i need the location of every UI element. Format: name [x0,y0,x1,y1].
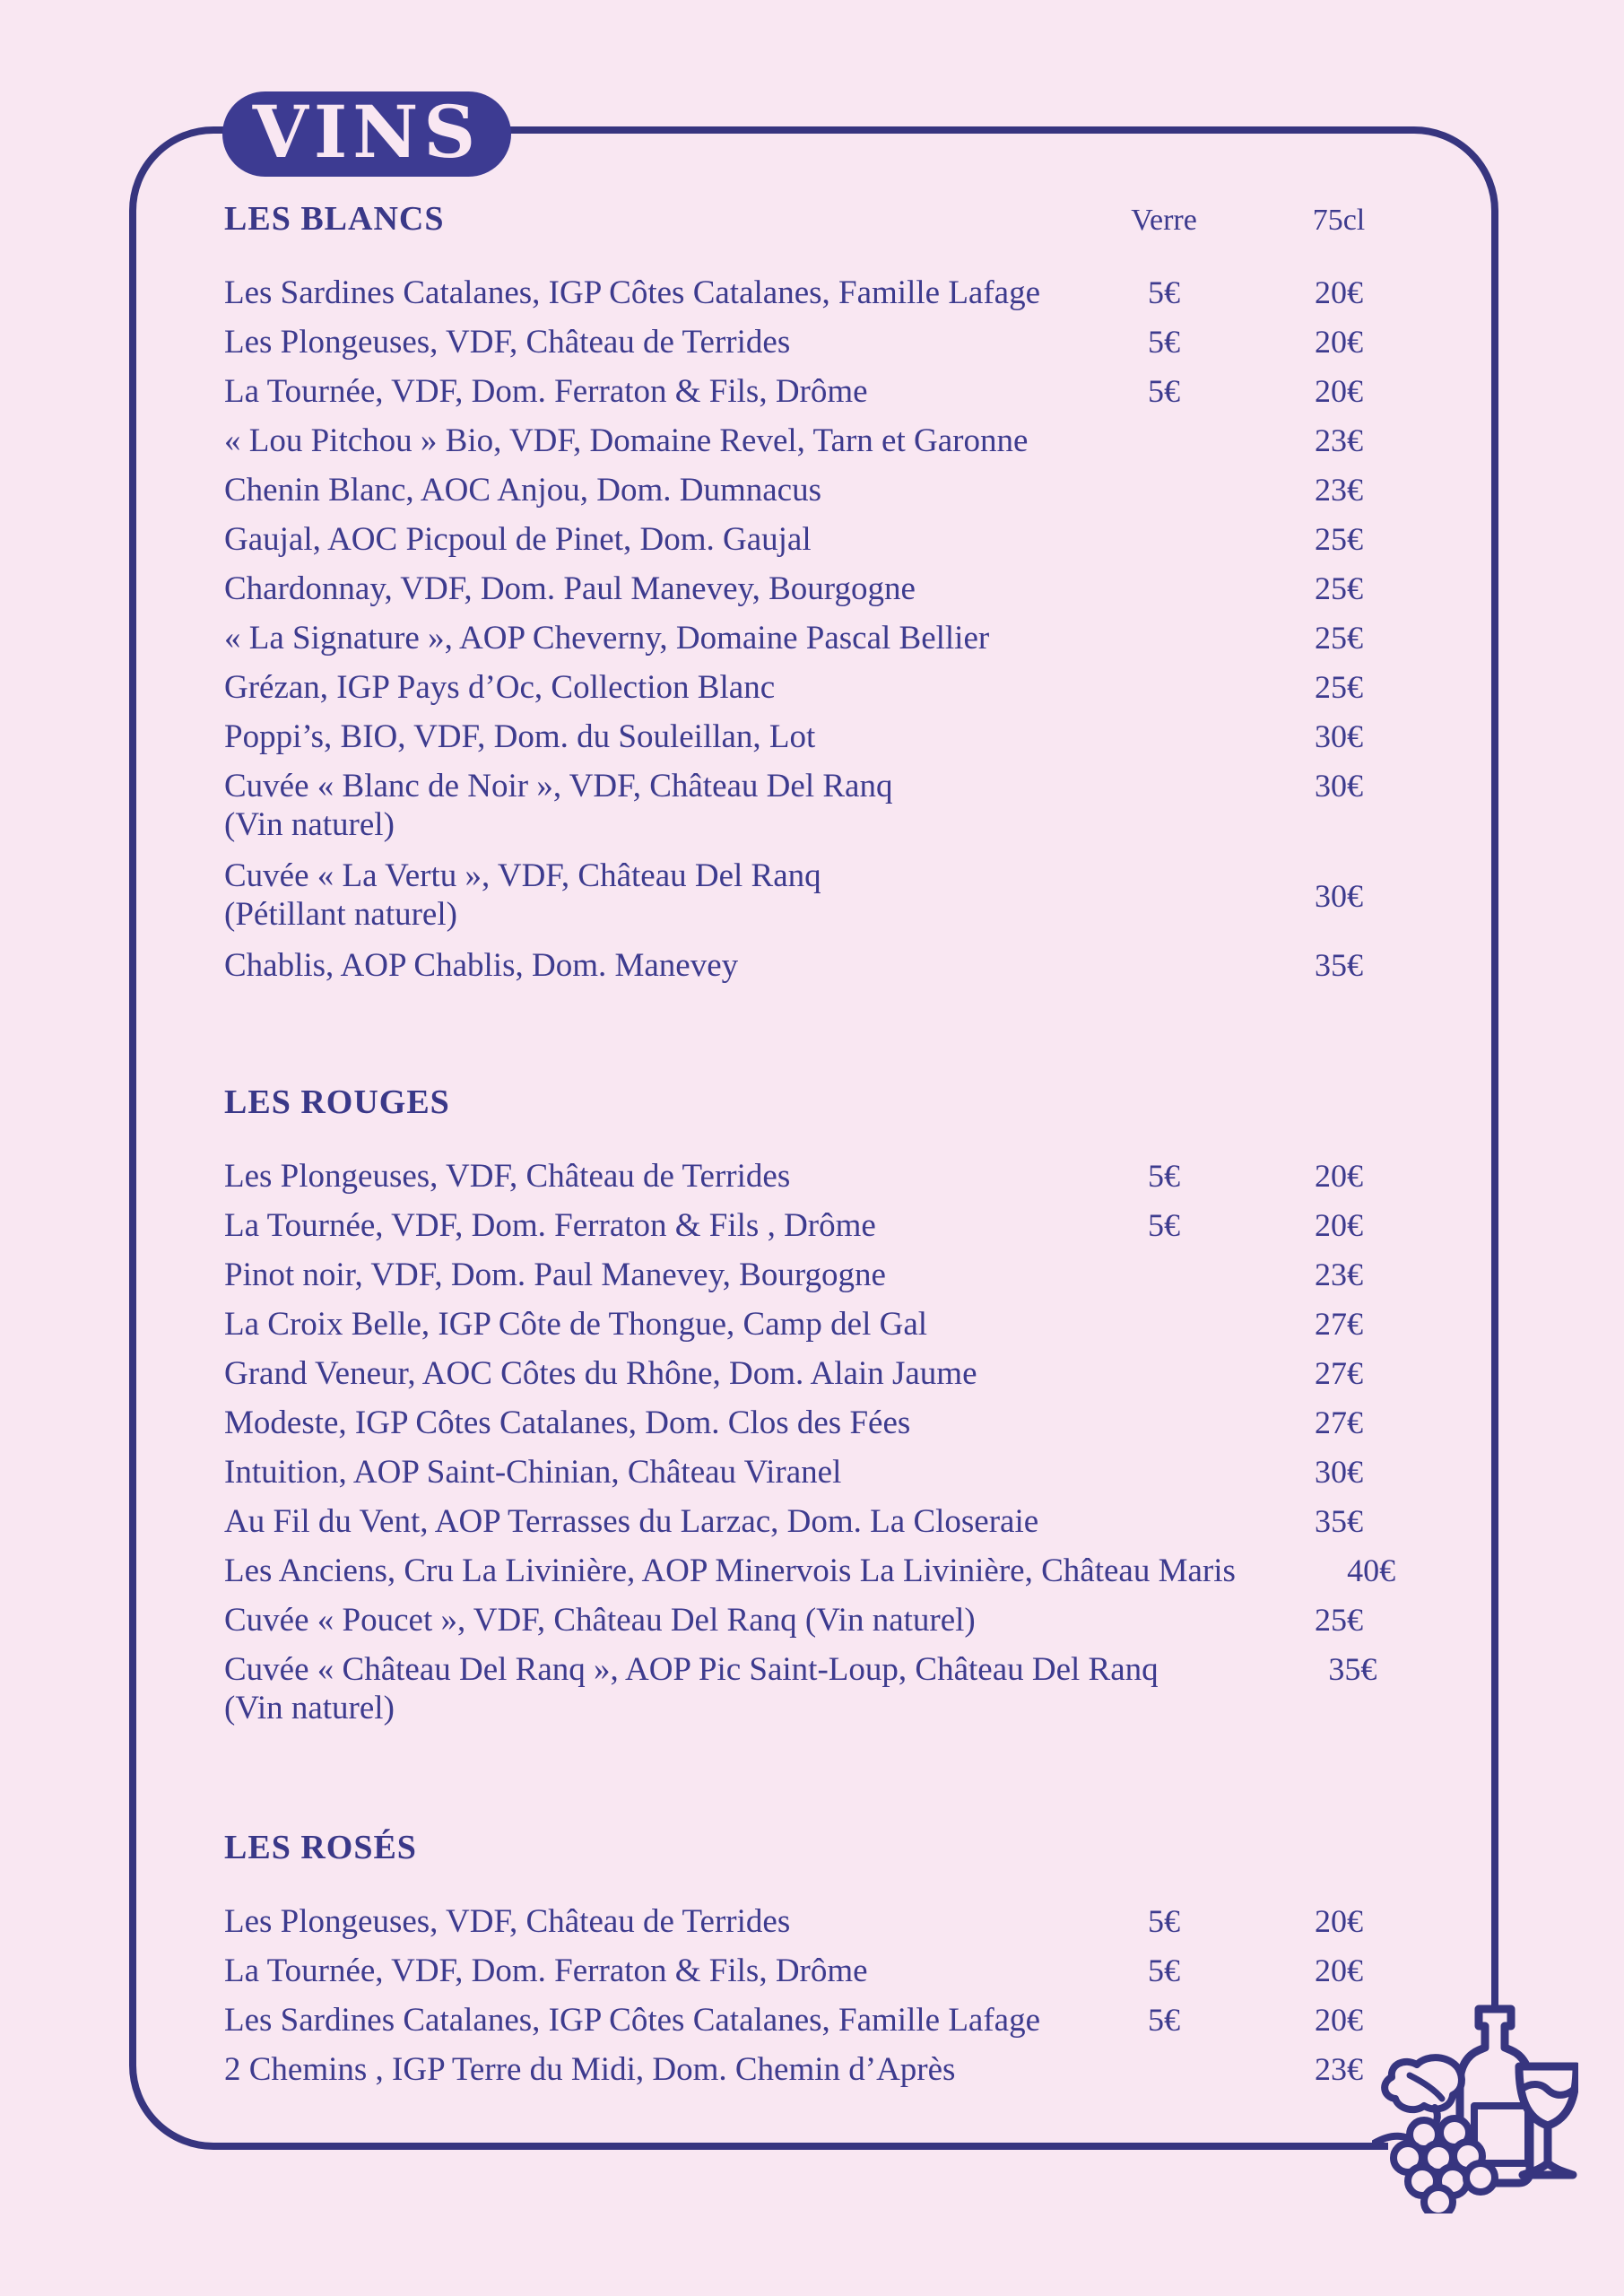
wine-row [224,465,1397,515]
wine-row [224,712,1397,761]
wine-name: La Tournée, VDF, Dom. Ferraton & Fils, Drôme [224,1952,868,1989]
wine-price-75cl: 20€ [1315,274,1363,310]
wine-name: Les Plongeuses, VDF, Château de Terrides [224,324,791,361]
wine-name: Chablis, AOP Chablis, Dom. Manevey [224,947,739,984]
wine-price-75cl: 23€ [1315,472,1363,508]
wine-price-verre: 5€ [1148,1903,1180,1939]
wine-name: Les Plongeuses, VDF, Château de Terrides [224,1903,791,1940]
wine-row [224,851,1397,941]
wine-price-75cl: 40€ [1347,1552,1396,1588]
wine-name: Les Sardines Catalanes, IGP Côtes Catalanes, Famille Lafage [224,2002,1041,2039]
wine-row [224,1497,1397,1546]
wine-name: « La Signature », AOP Cheverny, Domaine Pascal Bellier [224,620,990,657]
wine-price-75cl: 25€ [1315,669,1363,705]
wine-name: Au Fil du Vent, AOP Terrasses du Larzac, Dom. La Closeraie [224,1503,1039,1540]
wine-price-75cl: 30€ [1315,878,1363,914]
wine-price-verre [1101,1349,1227,1398]
wine-name: Cuvée « Poucet », VDF, Château Del Ranq (Vin naturel) [224,1602,976,1639]
wine-price-verre [1101,416,1227,465]
wine-price-75cl: 20€ [1315,2002,1363,2038]
wine-price-75cl: 27€ [1315,1405,1363,1440]
wine-price-75cl: 20€ [1315,373,1363,409]
wine-price-verre [1101,465,1227,515]
wine-name: Chardonnay, VDF, Dom. Paul Manevey, Bourgogne [224,570,916,607]
wine-name: Les Plongeuses, VDF, Château de Terrides [224,1158,791,1195]
wine-name: Grand Veneur, AOC Côtes du Rhône, Dom. Alain Jaume [224,1355,977,1392]
wine-name: 2 Chemins , IGP Terre du Midi, Dom. Chemin d’Après [224,2051,956,2088]
wine-price-verre: 5€ [1148,1952,1180,1988]
wine-row [224,268,1397,317]
wine-row [224,416,1397,465]
wine-price-75cl: 35€ [1315,1503,1363,1539]
wine-price-verre [1101,941,1227,990]
menu-title: VINS [252,89,482,174]
wine-name: Modeste, IGP Côtes Catalanes, Dom. Clos des Fées [224,1405,911,1441]
wine-row [224,663,1397,712]
menu-title-badge [222,91,511,177]
wine-name: La Tournée, VDF, Dom. Ferraton & Fils , Drôme [224,1207,876,1244]
wine-row [224,1645,1397,1735]
wine-row [224,367,1397,416]
wine-name: Grézan, IGP Pays d’Oc, Collection Blanc [224,669,776,706]
wine-row [224,317,1397,367]
wine-name: Les Sardines Catalanes, IGP Côtes Catalanes, Famille Lafage [224,274,1041,311]
section-header [224,199,1397,239]
section-header [224,1828,1397,1867]
wine-price-verre [1101,1448,1227,1497]
wine-row [224,941,1397,990]
wine-price-75cl: 23€ [1315,422,1363,458]
wine-price-verre: 5€ [1148,2002,1180,2038]
wine-row [224,1546,1397,1596]
section-les-blancs [224,199,1397,990]
wine-price-verre: 5€ [1148,373,1180,409]
wine-price-verre [1159,1645,1255,1735]
wine-name: La Tournée, VDF, Dom. Ferraton & Fils, Drôme [224,373,868,410]
section-les-roses [224,1828,1397,2094]
wine-row [224,1946,1397,1996]
wine-row [224,1250,1397,1300]
wine-name: Poppi’s, BIO, VDF, Dom. du Souleillan, Lot [224,718,816,755]
wine-price-75cl: 20€ [1315,1158,1363,1194]
wine-bottle-glass-grapes-icon [1372,1998,1578,2213]
wine-name: Cuvée « Blanc de Noir », VDF, Château Del Ranq (Vin naturel) [224,761,1101,851]
wine-row [224,1349,1397,1398]
wine-price-75cl: 23€ [1315,1257,1363,1292]
wine-price-verre [1101,663,1227,712]
wine-row [224,1996,1397,2045]
section-title-blancs: LES BLANCS [224,200,445,238]
wine-price-verre: 5€ [1148,324,1180,360]
column-header-75cl: 75cl [1312,204,1366,237]
wine-price-75cl: 23€ [1315,2051,1363,2087]
wine-name: Intuition, AOP Saint-Chinian, Château Viranel [224,1454,842,1491]
wine-price-75cl: 35€ [1315,947,1363,983]
wine-price-75cl: 20€ [1315,1903,1363,1939]
wine-price-75cl: 20€ [1315,324,1363,360]
wine-price-75cl: 27€ [1315,1355,1363,1391]
wine-row [224,1398,1397,1448]
wine-row [224,1201,1397,1250]
wine-row [224,1897,1397,1946]
wine-row [224,1596,1397,1645]
wine-name: Les Anciens, Cru La Livinière, AOP Minervois La Livinière, Château Maris [224,1552,1236,1589]
wine-price-verre [1101,1596,1227,1645]
wine-price-verre [1101,1398,1227,1448]
section-title-roses: LES ROSÉS [224,1829,417,1866]
column-header-verre: Verre [1131,204,1197,237]
wine-price-verre [1101,1300,1227,1349]
wine-row [224,2045,1397,2094]
wine-price-verre [1101,712,1227,761]
wine-name: Cuvée « Château Del Ranq », AOP Pic Saint-Loup, Château Del Ranq (Vin naturel) [224,1645,1159,1735]
wine-price-verre: 5€ [1148,1158,1180,1194]
wine-price-verre [1101,1250,1227,1300]
section-title-rouges: LES ROUGES [224,1083,450,1121]
wine-note: (Vin naturel) [224,1690,395,1726]
wine-price-verre [1236,1546,1291,1596]
wine-price-verre [1101,851,1227,941]
wine-row [224,761,1397,851]
wine-row [224,613,1397,663]
wine-price-verre [1101,564,1227,613]
wine-list-rouges [224,1152,1397,1735]
wine-price-75cl: 25€ [1315,570,1363,606]
section-les-rouges [224,1083,1397,1735]
wine-price-verre: 5€ [1148,274,1180,310]
wine-list-roses [224,1897,1397,2094]
wine-price-verre [1101,613,1227,663]
wine-name: « Lou Pitchou » Bio, VDF, Domaine Revel, Tarn et Garonne [224,422,1029,459]
wine-price-verre [1101,1497,1227,1546]
wine-name: Gaujal, AOC Picpoul de Pinet, Dom. Gaujal [224,521,812,558]
wine-price-75cl: 35€ [1328,1651,1377,1687]
wine-row [224,1448,1397,1497]
wine-price-verre [1101,2045,1227,2094]
wine-price-75cl: 25€ [1315,521,1363,557]
wine-price-75cl: 30€ [1315,768,1363,804]
wine-name: La Croix Belle, IGP Côte de Thongue, Camp del Gal [224,1306,928,1343]
wine-price-75cl: 25€ [1315,620,1363,656]
wine-price-verre [1101,515,1227,564]
wine-row [224,1300,1397,1349]
wine-price-verre [1101,761,1227,851]
wine-note: (Vin naturel) [224,806,395,843]
wine-price-75cl: 27€ [1315,1306,1363,1342]
wine-price-verre: 5€ [1148,1207,1180,1243]
wine-price-75cl: 20€ [1315,1952,1363,1988]
wine-price-75cl: 20€ [1315,1207,1363,1243]
wine-row [224,564,1397,613]
wine-row [224,515,1397,564]
wine-price-75cl: 25€ [1315,1602,1363,1638]
wine-name: Chenin Blanc, AOC Anjou, Dom. Dumnacus [224,472,821,509]
section-header [224,1083,1397,1122]
wine-list-blancs [224,268,1397,990]
wine-price-75cl: 30€ [1315,718,1363,754]
wine-row [224,1152,1397,1201]
wine-name: Cuvée « La Vertu », VDF, Château Del Ranq (Pétillant naturel) [224,851,1101,941]
wine-note: (Pétillant naturel) [224,896,457,933]
wine-price-75cl: 30€ [1315,1454,1363,1490]
wine-name: Pinot noir, VDF, Dom. Paul Manevey, Bourgogne [224,1257,886,1293]
